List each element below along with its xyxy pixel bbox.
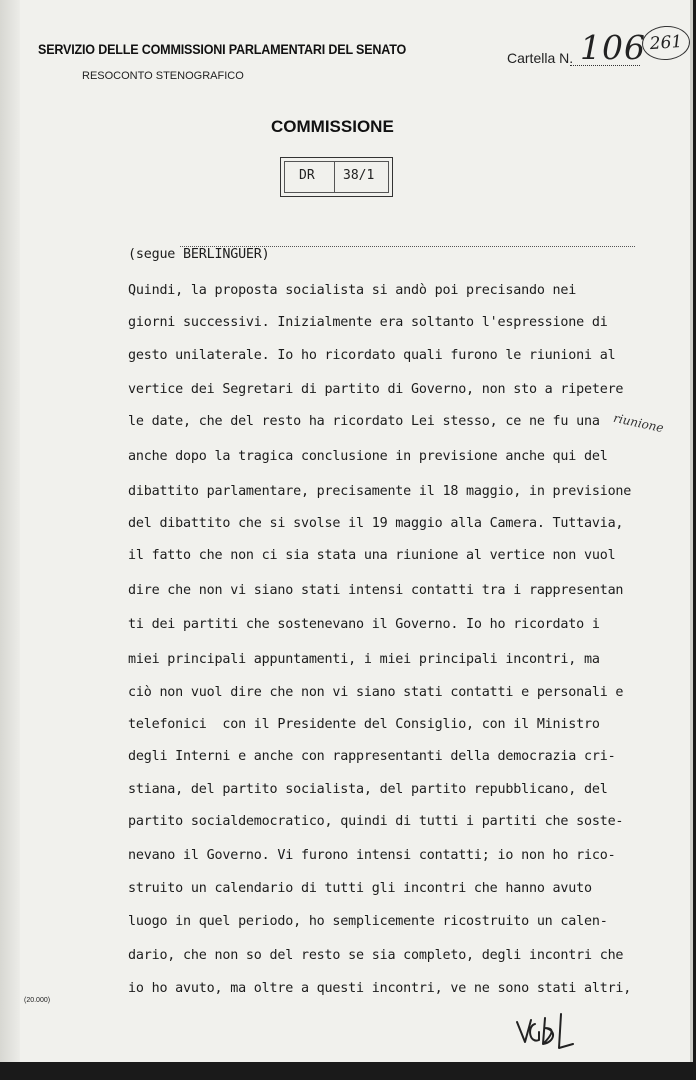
text-line: partito socialdemocratico, quindi di tutti i partiti che soste- [128, 814, 624, 829]
text-line: ti dei partiti che sostenevano il Governo. Io ho ricordato i [128, 617, 600, 632]
text-line: nevano il Governo. Vi furono intensi contatti; io non ho rico- [128, 848, 616, 863]
text-line: giorni successivi. Inizialmente era soltanto l'espressione di [128, 315, 608, 330]
handwritten-initials [513, 1004, 583, 1056]
cartella-number: 106 [580, 28, 646, 67]
text-line: dibattito parlamentare, precisamente il 18 maggio, in previsione [128, 484, 632, 499]
code-right: 38/1 [343, 168, 375, 183]
text-line: anche dopo la tragica conclusione in previsione anche qui del [128, 449, 608, 464]
text-line: gesto unilaterale. Io ho ricordato quali furono le riunioni al [128, 348, 616, 363]
text-line: stiana, del partito socialista, del partito repubblicano, del [128, 782, 608, 797]
margin-strip [0, 0, 20, 1062]
header-title: SERVIZIO DELLE COMMISSIONI PARLAMENTARI DEL SENATO [38, 42, 407, 57]
text-line: il fatto che non ci sia stata una riunione al vertice non vuol [128, 548, 616, 563]
text-line: del dibattito che si svolse il 19 maggio alla Camera. Tuttavia, [128, 516, 624, 531]
printer-code: (20.000) [24, 997, 51, 1004]
text-line: struito un calendario di tutti gli incontri che hanno avuto [128, 881, 592, 896]
handwritten-insert: riunione [612, 410, 665, 436]
stamp-number: 261 [641, 24, 691, 61]
text-line: le date, che del resto ha ricordato Lei stesso, ce ne fu una [128, 414, 600, 429]
text-line: dire che non vi siano stati intensi contatti tra i rappresentan [128, 583, 624, 598]
text-line: vertice dei Segretari di partito di Governo, non sto a ripetere [128, 382, 624, 397]
text-line: telefonici con il Presidente del Consiglio, con il Ministro [128, 717, 600, 732]
text-line: miei principali appuntamenti, i miei principali incontri, ma [128, 652, 600, 667]
text-line: degli Interni e anche con rappresentanti della democrazia cri- [128, 749, 616, 764]
header-subtitle: RESOCONTO STENOGRAFICO [82, 70, 244, 82]
text-line: dario, che non so del resto se sia completo, degli incontri che [128, 948, 624, 963]
speaker-line: (segue BERLINGUER) [128, 247, 270, 262]
text-line: Quindi, la proposta socialista si andò poi precisando nei [128, 283, 577, 298]
text-line: ciò non vuol dire che non vi siano stati contatti e personali e [128, 685, 624, 700]
code-left: DR [299, 168, 315, 183]
document-code-box [280, 157, 393, 197]
text-line: io ho avuto, ma oltre a questi incontri, ve ne sono stati altri, [128, 981, 632, 996]
text-line: luogo in quel periodo, ho semplicemente ricostruito un calen- [128, 914, 608, 929]
cartella-label: Cartella N. [507, 50, 574, 66]
page-title: COMMISSIONE [271, 117, 394, 136]
